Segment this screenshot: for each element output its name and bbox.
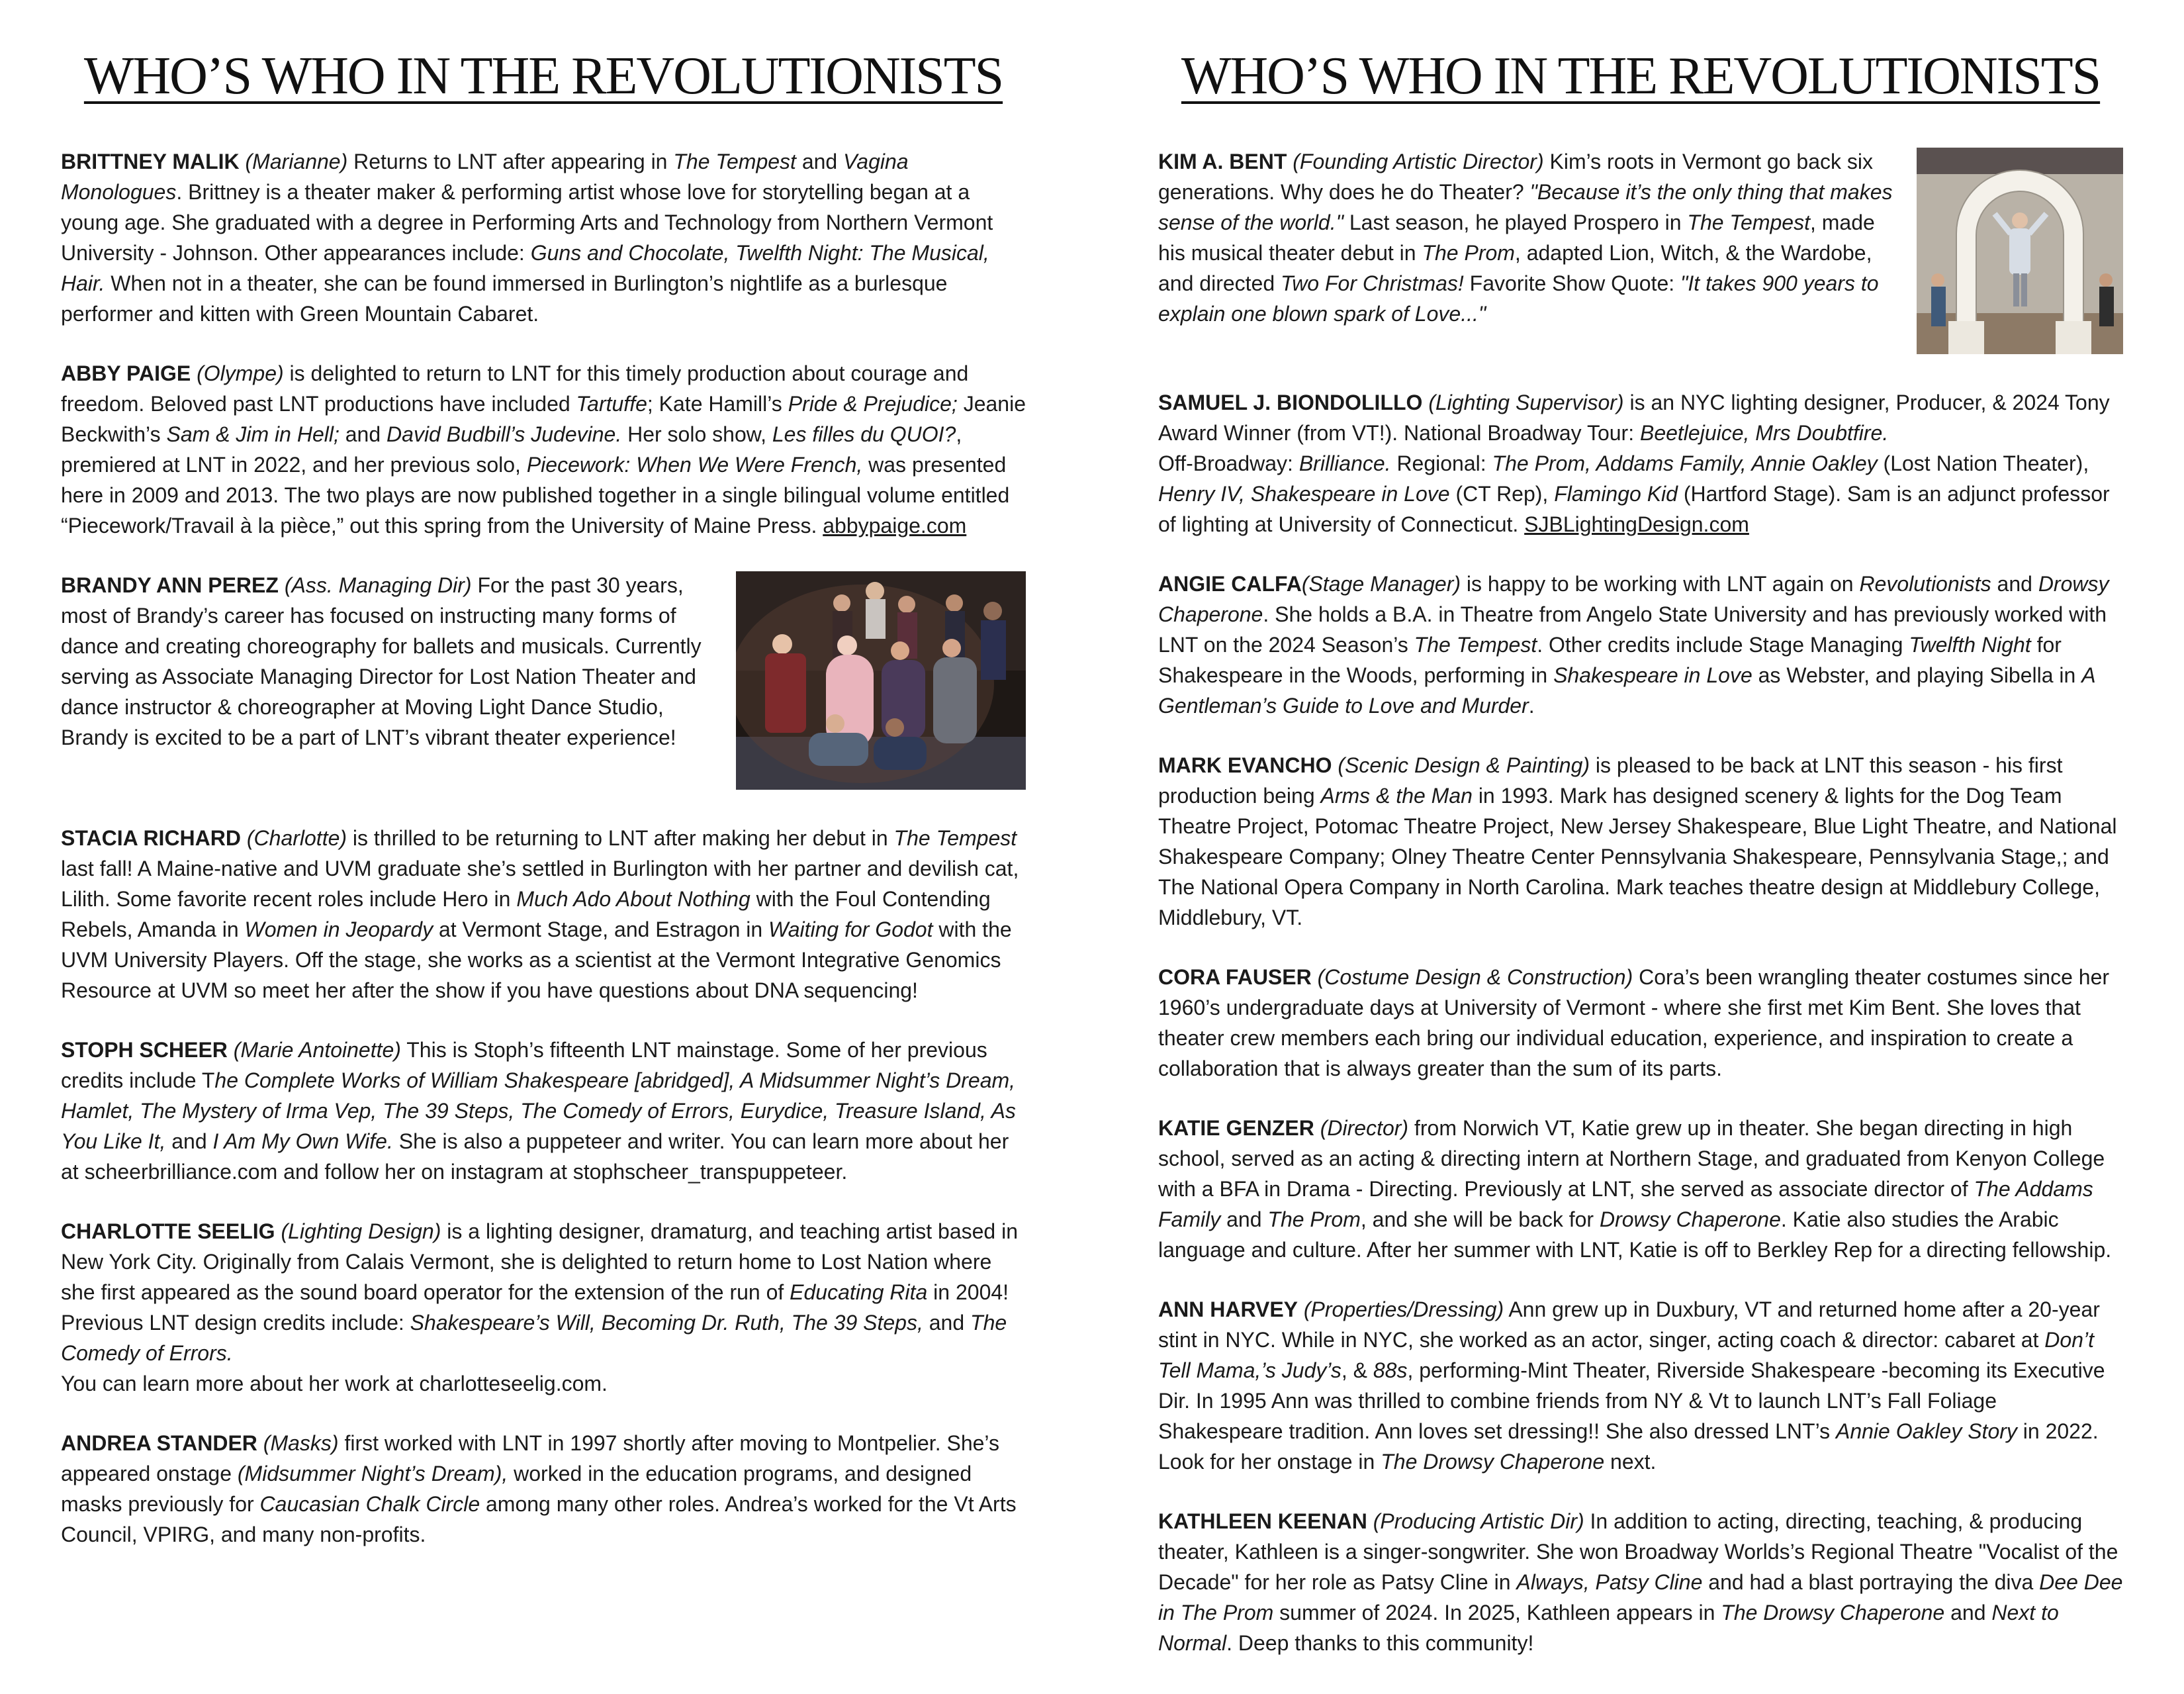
bio-text: Regional:	[1390, 451, 1492, 475]
bio-text: among many other roles. Andrea’s worked for the Vt Arts Council, VPIRG, and many non-profits.	[61, 1492, 1017, 1546]
bio-text: Returns to LNT after appearing in	[347, 150, 674, 173]
bio-role: (Marie Antoinette)	[233, 1038, 401, 1062]
bio-title: (Midsummer Night’s Dream),	[237, 1462, 508, 1485]
cast-photo-image	[736, 571, 1026, 790]
bio-text: Her solo show,	[621, 422, 772, 446]
bio-name: ABBY PAIGE	[61, 361, 191, 385]
bio-text: , performing-Mint Theater, Riverside Shakespeare -becoming its Executive Dir. In 1995 Ann was thrilled to combine friends from NY & Vt to launch LNT’s Fall Foliage Shakespeare tradition. Ann loves set dressing!! She also dressed LNT’s	[1158, 1358, 2105, 1443]
bio-text: summer of 2024. In 2025, Kathleen appears in	[1273, 1601, 1721, 1624]
bio-role: (Marianne)	[245, 150, 348, 173]
bio-name: ANN HARVEY	[1158, 1297, 1298, 1321]
bio-role: (Costume Design & Construction)	[1317, 965, 1633, 989]
bio-text: is thrilled to be returning to LNT after making her debut in	[347, 826, 894, 850]
bio-title: Two For Christmas!	[1281, 271, 1464, 295]
bio-title: Arms & the Man	[1320, 784, 1473, 808]
bio-text: and	[165, 1129, 213, 1153]
bio-title: Educating Rita	[790, 1280, 928, 1304]
bio-title: Drowsy Chaperone	[1158, 572, 2109, 626]
cast-photo	[736, 571, 1026, 790]
website-link[interactable]: abbypaige.com	[823, 514, 967, 538]
bio-title: Tartuffe	[576, 392, 647, 416]
bio-name: ANGIE CALFA	[1158, 572, 1302, 596]
bio-charlotte-seelig	[61, 1216, 1026, 1399]
prospero-photo	[1917, 148, 2123, 354]
bio-text: and had a blast portraying the diva	[1702, 1570, 2040, 1594]
bio-name: KIM A. BENT	[1158, 150, 1287, 173]
bio-stacia-richard	[61, 823, 1026, 1006]
bio-name: SAMUEL J. BIONDOLILLO	[1158, 391, 1423, 414]
bio-role: (Founding Artistic Director)	[1293, 150, 1544, 173]
bio-text: She is also a puppeteer and writer. You can learn more about her at scheerbrilliance.com and follow her on instagram at stophscheer_transpuppeteer.	[61, 1129, 1009, 1184]
bio-text: for Shakespeare in the Woods, performing in	[1158, 633, 2062, 687]
bio-title: The Tempest	[1687, 211, 1810, 234]
bio-text: and	[1944, 1601, 1992, 1624]
bio-text: is happy to be working with LNT again on	[1461, 572, 1860, 596]
bio-text: ; Kate Hamill’s	[647, 392, 788, 416]
bio-title: The Tempest	[1414, 633, 1537, 657]
bio-title: I Am My Own Wife.	[212, 1129, 393, 1153]
bio-title: 88s	[1373, 1358, 1408, 1382]
bio-title: Piecework: When We Were French,	[526, 453, 863, 477]
bio-role: (Olympe)	[197, 361, 284, 385]
bio-title: Twelfth Night	[1909, 633, 2031, 657]
bio-text: is pleased to be back at LNT this season - his first production being	[1158, 753, 2063, 808]
bio-text: Kim’s roots in Vermont go back six generations. Why does he do Theater?	[1158, 150, 1873, 204]
bio-role: (Ass. Managing Dir)	[284, 573, 472, 597]
bio-role: (Lighting Supervisor)	[1428, 391, 1624, 414]
bio-text: (Hartford Stage). Sam is an adjunct professor of lighting at University of Connecticut.	[1158, 482, 2110, 536]
bio-title: Waiting for Godot	[768, 918, 933, 941]
bio-text: In addition to acting, directing, teaching, & producing theater, Kathleen is a singer-songwriter. She won Broadway Worlds’s Regional Theatre "Vocalist of the Decade" for her role as Patsy Cline in	[1158, 1509, 2118, 1594]
bio-title: Henry IV, Shakespeare in Love	[1158, 482, 1450, 506]
bio-text: in 2022. Look for her onstage in	[1158, 1419, 2099, 1474]
bio-role: (Properties/Dressing)	[1303, 1297, 1504, 1321]
bio-text: , &	[1341, 1358, 1373, 1382]
bio-role: (Stage Manager)	[1301, 572, 1461, 596]
bio-text: is a lighting designer, dramaturg, and teaching artist based in New York City. Originally from Calais Vermont, she is delighted to return home to Lost Nation where she first appeared as the sound board operator for the extension of the run of	[61, 1219, 1018, 1304]
bio-role: (Scenic Design & Painting)	[1338, 753, 1590, 777]
bio-text: , premiered at LNT in 2022, and her previous solo,	[61, 422, 962, 477]
bio-katie-genzer	[1158, 1113, 2123, 1265]
bio-text: with the UVM University Players. Off the stage, she works as a scientist at the Vermont Integrative Genomics Resource at UVM so meet her after the show if you have questions about DNA sequencing!	[61, 918, 1012, 1002]
bio-text: first worked with LNT in 1997 shortly after moving to Montpelier. She’s appeared onstage	[61, 1431, 999, 1485]
bio-name: STOPH SCHEER	[61, 1038, 228, 1062]
bio-title: The Addams Family	[1158, 1177, 2093, 1231]
bio-title: The Prom, Addams Family, Annie Oakley	[1492, 451, 1878, 475]
bio-cora-fauser	[1158, 962, 2123, 1084]
bio-title: Drowsy Chaperone	[1599, 1207, 1781, 1231]
bio-name: MARK EVANCHO	[1158, 753, 1332, 777]
bio-text: is delighted to return to LNT for this timely production about courage and freedom. Beloved past LNT productions have included	[61, 361, 969, 416]
bio-text: . Katie also studies the Arabic language and culture. After her summer with LNT, Katie is off to Berkley Rep for a directing fellowship.	[1158, 1207, 2112, 1262]
prospero-photo-image	[1917, 148, 2123, 354]
bio-kim-bent	[1158, 146, 2123, 358]
bio-title: Flamingo Kid	[1554, 482, 1678, 506]
bio-andrea-stander	[61, 1428, 1026, 1550]
bio-title: The Comedy of Errors.	[61, 1311, 1007, 1365]
bio-quote: "Because it’s the only thing that makes sense of the world."	[1158, 180, 1893, 234]
bio-text: from Norwich VT, Katie grew up in theater. She began directing in high school, served as an acting & directing intern at Northern Stage, and graduated from Kenyon College with a BFA in Drama - Directing. Previously at LNT, she served as associate director of	[1158, 1116, 2105, 1201]
bio-role: (Director)	[1320, 1116, 1409, 1140]
bio-text: .	[1528, 694, 1535, 718]
bio-title: Annie Oakley Story	[1835, 1419, 2017, 1443]
bio-title: The Drowsy Chaperone	[1721, 1601, 1945, 1624]
page-title: WHO’S WHO IN THE REVOLUTIONISTS	[1181, 47, 2101, 105]
bio-abby-paige	[61, 358, 1026, 541]
bio-text: Ann grew up in Duxbury, VT and returned home after a 20-year stint in NYC. While in NYC, she worked as an actor, singer, acting coach & director: cabaret at	[1158, 1297, 2100, 1352]
bio-title: Guns and Chocolate, Twelfth Night: The Musical, Hair.	[61, 241, 989, 295]
bio-title: The Tempest	[673, 150, 796, 173]
bio-title: Sam & Jim in Hell;	[166, 422, 340, 446]
bio-text: next.	[1604, 1450, 1657, 1474]
website-link[interactable]: SJBLightingDesign.com	[1524, 512, 1749, 536]
bio-title: Brilliance.	[1298, 451, 1391, 475]
bio-text: and	[339, 422, 387, 446]
bio-text: last fall! A Maine-native and UVM graduate she’s settled in Burlington with her partner and devilish cat, Lilith. Some favorite recent roles include Hero in	[61, 857, 1019, 911]
bio-text: . She holds a B.A. in Theatre from Angelo State University and has previously worked with LNT on the 2024 Season’s	[1158, 602, 2107, 657]
bio-title: A Gentleman’s Guide to Love and Murder	[1158, 663, 2095, 718]
bio-name: CORA FAUSER	[1158, 965, 1312, 989]
bio-text: and	[796, 150, 844, 173]
bio-name: STACIA RICHARD	[61, 826, 241, 850]
bio-title: The Drowsy Chaperone	[1381, 1450, 1605, 1474]
bio-text: Off-Broadway:	[1158, 451, 1299, 475]
bio-text: . Brittney is a theater maker & performing artist whose love for storytelling began at a young age. She graduated with a degree in Performing Arts and Technology from Northern Vermont University - Johnson. Other appearances include:	[61, 180, 993, 265]
bio-text: , and she will be back for	[1360, 1207, 1600, 1231]
bio-title: Next to Normal	[1158, 1601, 2059, 1655]
bio-text: in 2004! Previous LNT design credits include:	[61, 1280, 1009, 1335]
bio-text: . Other credits include Stage Managing	[1537, 633, 1909, 657]
bio-name: CHARLOTTE SEELIG	[61, 1219, 275, 1243]
bio-text: in 1993. Mark has designed scenery & lights for the Dog Team Theatre Project, Potomac Theatre Project, New Jersey Shakespeare, Blue Light Theatre, and National Shakespeare Company; Olney Theatre Center Pennsylvania Shakespeare, Pennsylvania Stage,; and The National Opera Company in North Carolina. Mark teaches theatre design at Middlebury College, Middlebury, VT.	[1158, 784, 2117, 929]
bio-mark-evancho	[1158, 750, 2123, 933]
bio-title: Caucasian Chalk Circle	[259, 1492, 480, 1516]
bio-name: KATHLEEN KEENAN	[1158, 1509, 1367, 1533]
bio-text: , made his musical theater debut in	[1158, 211, 1875, 265]
bio-text: Cora’s been wrangling theater costumes since her 1960’s undergraduate days at University of Vermont - where she first met Kim Bent. She loves that theater crew members each bring our individual education, experience, and inspiration to create a collaboration that is always greater than the sum of its parts.	[1158, 965, 2110, 1080]
bio-text: (CT Rep),	[1449, 482, 1555, 506]
bio-role: (Producing Artistic Dir)	[1373, 1509, 1584, 1533]
bio-role: (Masks)	[263, 1431, 339, 1455]
bio-title: Vagina Monologues	[61, 150, 909, 204]
bio-text: . Deep thanks to this community!	[1226, 1631, 1534, 1655]
bio-title: The Tempest	[893, 826, 1017, 850]
bio-title: Shakespeare in Love	[1553, 663, 1752, 687]
bio-title: Don’t Tell Mama,’s Judy’s	[1158, 1328, 2094, 1382]
bio-samuel-biondolillo	[1158, 387, 2123, 540]
bio-quote: "It takes 900 years to explain one blown spark of Love..."	[1158, 271, 1879, 326]
bio-title: Beetlejuice, Mrs Doubtfire.	[1639, 421, 1889, 445]
bio-title: Much Ado About Nothing	[516, 887, 751, 911]
bio-ann-harvey	[1158, 1294, 2123, 1477]
page-title: WHO’S WHO IN THE REVOLUTIONISTS	[83, 47, 1003, 105]
bio-text: as Webster, and playing Sibella in	[1752, 663, 2082, 687]
bio-stoph-scheer	[61, 1035, 1026, 1187]
bio-text: and	[923, 1311, 971, 1335]
bio-text: was presented here in 2009 and 2013. The two plays are now published together in a single bilingual volume entitled “Piecework/Travail à la pièce,” out this spring from the University of Maine Press.	[61, 453, 1010, 538]
bio-text: is an NYC lighting designer, Producer, & 2024 Tony Award Winner (from VT!). National Broadway Tour:	[1158, 391, 2110, 445]
bio-text: Favorite Show Quote:	[1463, 271, 1681, 295]
bio-title: Women in Jeopardy	[244, 918, 433, 941]
bio-title: Always, Patsy Cline	[1516, 1570, 1703, 1594]
bio-text: with the Foul Contending Rebels, Amanda in	[61, 887, 991, 941]
bio-text: You can learn more about her work at charlotteseelig.com.	[61, 1372, 608, 1395]
bio-name: ANDREA STANDER	[61, 1431, 257, 1455]
bio-angie-calfa	[1158, 569, 2123, 721]
bio-text: , adapted Lion, Witch, & the Wardobe, and directed	[1158, 241, 1872, 295]
bio-text: Jeanie Beckwith’s	[61, 392, 1026, 446]
bio-text: This is Stoph’s fifteenth LNT mainstage. Some of her previous credits include T	[61, 1038, 987, 1092]
bio-text: For the past 30 years, most of Brandy’s career has focused on instructing many forms of dance and creating choreography for ballets and musicals. Currently serving as Associate Managing Director for Lost Nation Theater and dance instructor & choreographer at Moving Light Dance Studio, Brandy is excited to be a part of LNT’s vibrant theater experience!	[61, 573, 702, 749]
bio-title: he Complete Works of William Shakespeare [abridged], A Midsummer Night’s Dream, Hamlet, The Mystery of Irma Vep, The 39 Steps, The Comedy of Errors, Eurydice, Treasure Island, As You Like It,	[61, 1068, 1016, 1153]
bio-brittney-malik	[61, 146, 1026, 329]
bio-kathleen-keenan	[1158, 1506, 2123, 1658]
bio-title: Shakespeare’s Will, Becoming Dr. Ruth, The 39 Steps,	[410, 1311, 923, 1335]
bio-name: BRANDY ANN PEREZ	[61, 573, 279, 597]
bio-text: at Vermont Stage, and Estragon in	[433, 918, 769, 941]
bio-name: BRITTNEY MALIK	[61, 150, 240, 173]
bio-title: The Prom	[1422, 241, 1515, 265]
bio-title: Pride & Prejudice;	[788, 392, 958, 416]
right-page	[1092, 0, 2184, 1694]
bio-title: Les filles du QUOI?	[772, 422, 956, 446]
bio-text: Last season, he played Prospero in	[1343, 211, 1688, 234]
bio-role: (Lighting Design)	[281, 1219, 441, 1243]
bio-title: Revolutionists	[1859, 572, 1991, 596]
bio-text: (Lost Nation Theater),	[1877, 451, 2089, 475]
bio-title: The Prom	[1267, 1207, 1361, 1231]
bio-name: KATIE GENZER	[1158, 1116, 1314, 1140]
bio-title: Dee Dee in The Prom	[1158, 1570, 2123, 1624]
bio-title: David Budbill’s Judevine.	[387, 422, 622, 446]
bio-text: worked in the education programs, and designed masks previously for	[61, 1462, 972, 1516]
bio-text: and	[1991, 572, 2038, 596]
bio-role: (Charlotte)	[246, 826, 347, 850]
bio-text: When not in a theater, she can be found immersed in Burlington’s nightlife as a burlesque performer and kitten with Green Mountain Cabaret.	[61, 271, 948, 326]
bio-brandy-ann-perez	[61, 570, 1026, 794]
bio-text: and	[1220, 1207, 1268, 1231]
